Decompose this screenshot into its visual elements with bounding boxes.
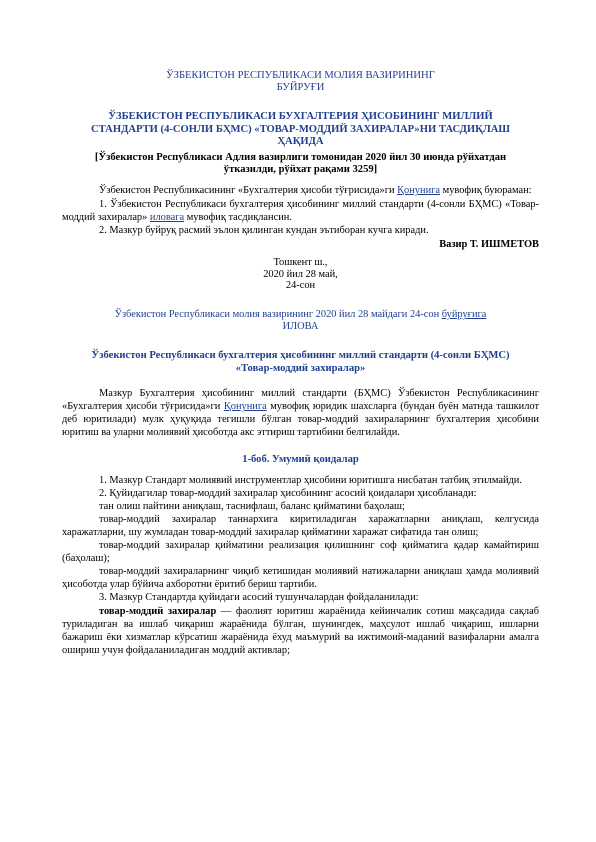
document-page <box>62 70 539 657</box>
annex-intro <box>62 387 539 439</box>
order-number: 24-сон <box>285 280 316 292</box>
ministry-heading <box>62 70 539 94</box>
signature: Вазир Т. ИШМЕТОВ <box>439 238 539 250</box>
chapter-1-body <box>62 474 539 657</box>
intro-text: Мазкур Бухгалтерия ҳисобининг миллий стандарти (БҲМС) Ўзбекистон Республикасининг «Бухгалтерия ҳисоби тўғрисида»ги <box>62 388 539 413</box>
chapter1-paragraph-6: товар-моддий захираларнинг чиқиб кетишидан молиявий натижаларни аниқлаш ҳамда молиявий ҳисоботда улар бўйича ахборотни ёритиб бериш тартиби. <box>62 566 539 591</box>
annex-ref-text: Ўзбекистон Республикаси молия вазирининг 2020 йил 28 майдаги 24-сон <box>114 309 442 321</box>
chapter1-paragraph-8 <box>62 605 539 657</box>
chapter1-paragraph-5: товар-моддий захиралар қийматини реализация қилишнинг соф қийматига қадар камайтириш (баҳолаш); <box>62 540 539 565</box>
chapter-1-heading: 1-боб. Умумий қоидалар <box>242 453 359 465</box>
registration-note <box>62 152 539 176</box>
intro-end: мувофиқ юридик шахсларга (бундан буён матнда ташкилот деб юритилади) мулк ҳуқуқида тегишли бўлган товар-моддий захираларнинг бухгалтерия ҳисобини юритиш ва уларни молиявий ҳисоботда акс эттириш тартибини белгилайди. <box>62 401 539 439</box>
preamble-end: мувофиқ буюраман: <box>440 185 532 197</box>
document-title <box>62 111 539 148</box>
item1-end: мувофиқ тасдиқлансин. <box>184 211 292 223</box>
place-date-block <box>62 257 539 292</box>
chapter1-paragraph-1: 1. Мазкур Стандарт молиявий инструментлар ҳисобини юритишга нисбатан татбиқ этилмайди. <box>99 474 522 486</box>
preamble-text: Ўзбекистон Республикасининг «Бухгалтерия ҳисоби тўғрисида»ги <box>99 185 398 197</box>
order-item-1 <box>62 198 539 224</box>
order-body <box>62 184 539 292</box>
order-link[interactable]: буйруғига <box>441 309 487 321</box>
registration-line-1: [Ўзбекистон Республикаси Адлия вазирлиги томонидан 2020 йил 30 июнда рўйхатдан <box>94 152 507 164</box>
chapter1-paragraph-7: 3. Мазкур Стандартда қуйидаги асосий тушунчалардан фойдаланилади: <box>99 592 419 604</box>
law-link[interactable]: Қонунига <box>397 185 441 197</box>
annex-ref-line <box>62 309 539 321</box>
annex-title <box>62 349 539 375</box>
title-line-1: ЎЗБЕКИСТОН РЕСПУБЛИКАСИ БУХГАЛТЕРИЯ ҲИСОБИНИНГ МИЛЛИЙ <box>108 111 493 123</box>
order-preamble <box>62 184 539 197</box>
law-link-2[interactable]: Қонунига <box>223 401 267 413</box>
chapter1-paragraph-4: товар-моддий захиралар таннархига киритиладиган харажатларни аниқлаш, келгусида харажатларни, шу жумладан товар-моддий захиралар қийматини харажат сифатида тан олиш; <box>62 513 539 538</box>
chapter1-paragraph-2: 2. Қуйидагилар товар-моддий захиралар ҳисобининг асосий қоидалари ҳисобланади: <box>99 487 477 499</box>
annex-label: ИЛОВА <box>282 321 319 333</box>
ministry-line-2: БУЙРУҒИ <box>276 82 325 94</box>
registration-line-2: ўтказилди, рўйхат рақами 3259] <box>223 164 378 176</box>
item1-text: 1. Ўзбекистон Республикаси бухгалтерия ҳисобининг миллий стандарти (4-сонли БҲМС) «Товар-моддий захиралар» <box>62 198 539 223</box>
place: Тошкент ш., <box>273 256 328 268</box>
annex-title-line-2: «Товар-моддий захиралар» <box>235 363 366 375</box>
title-line-2: СТАНДАРТИ (4-СОНЛИ БҲМС) «ТОВАР-МОДДИЙ ЗАХИРАЛАР»НИ ТАСДИҚЛАШ <box>90 123 511 135</box>
annex-title-line-1: Ўзбекистон Республикаси бухгалтерия ҳисобининг миллий стандарти (4-сонли БҲМС) <box>91 350 510 362</box>
order-item-2: 2. Мазкур буйруқ расмий эълон қилинган кундан эътиборан кучга киради. <box>99 224 429 236</box>
ministry-line-1: ЎЗБЕКИСТОН РЕСПУБЛИКАСИ МОЛИЯ ВАЗИРИНИНГ <box>166 70 435 81</box>
annex-reference <box>62 309 539 333</box>
title-line-3: ҲАҚИДА <box>277 135 324 147</box>
definition-text: — фаолият юритиш жараёнида кейинчалик сотиш мақсадида сақлаб туриладиган ва ишлаб чиқариш жараёнида бўлган, шунингдек, маҳсулот ишлаб чиқариш, ишларни бажариш ёки хизматлар кўрсатиш жараёнида ёхуд маъмурий ва ижтимоий-маданий вазифаларни амалга ошириш учун фойдаланиладиган моддий активлар; <box>62 605 539 656</box>
definition-term: товар-моддий захиралар <box>99 605 217 617</box>
date: 2020 йил 28 май, <box>263 268 338 280</box>
annex-link[interactable]: иловага <box>149 211 185 223</box>
chapter1-paragraph-3: тан олиш пайтини аниқлаш, таснифлаш, баланс қийматини баҳолаш; <box>99 500 405 512</box>
